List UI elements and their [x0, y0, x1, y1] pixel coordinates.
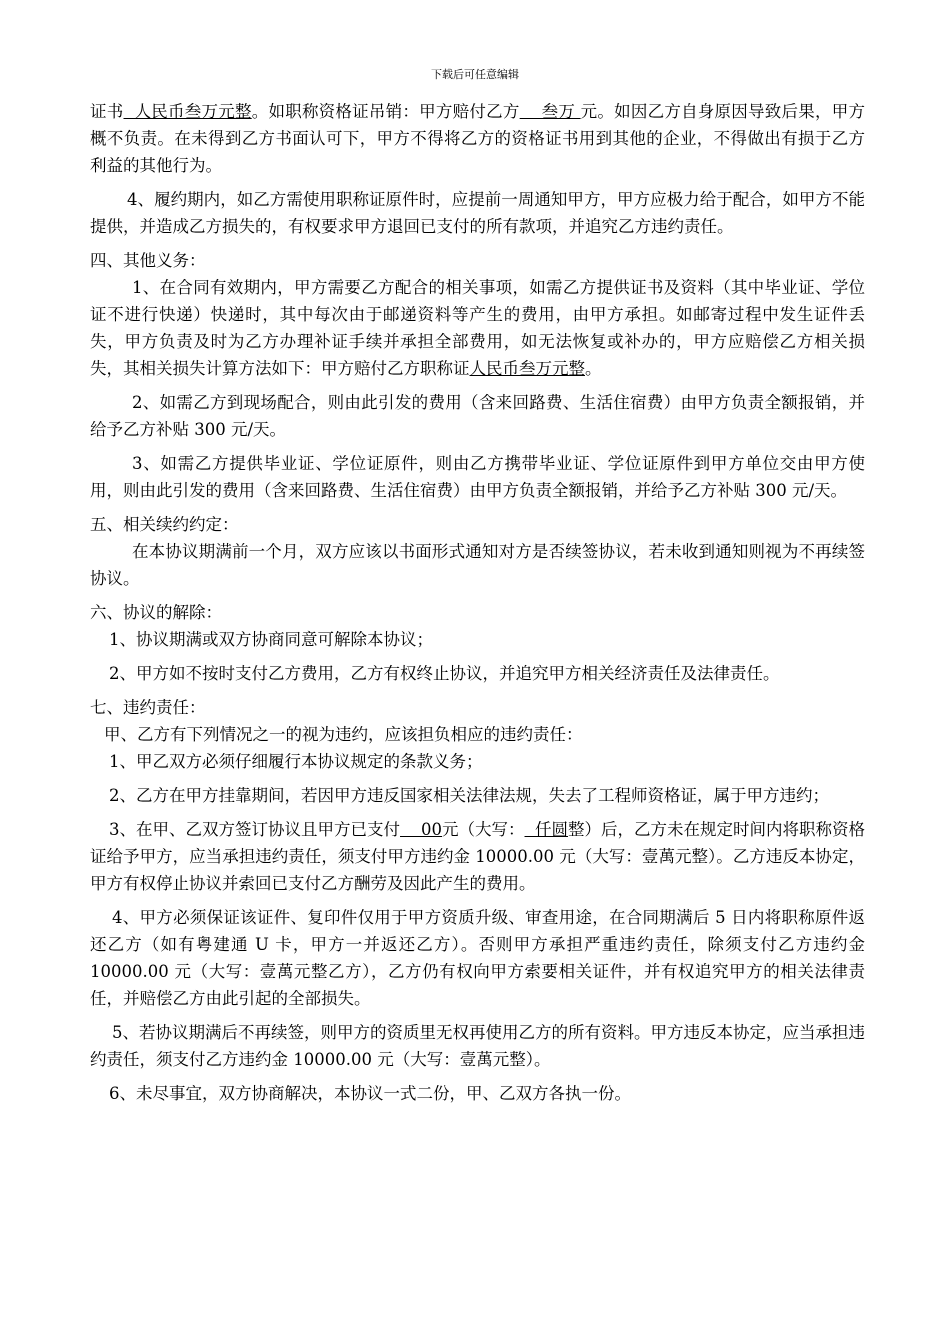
paragraph [90, 186, 865, 240]
paragraph-text: 1、协议期满或双方协商同意可解除本协议； [109, 630, 433, 649]
paragraph-text: 五、相关续约约定： [90, 515, 239, 534]
paragraph-text: 甲、乙方有下列情况之一的视为违约，应该担负相应的违约责任： [104, 725, 583, 744]
paragraph-text: 3、在甲、乙双方签订协议且甲方已支付 [109, 820, 401, 839]
paragraph-text: 3、如需乙方提供毕业证、学位证原件，则由乙方携带毕业证、学位证原件到甲方单位交由甲方使用，则由此引发的费用（含来回路费、生活住宿费）由甲方负责全额报销，并给予乙方补贴 300 元/天。 [90, 454, 865, 500]
paragraph [90, 274, 865, 382]
paragraph [90, 816, 865, 897]
paragraph-text: 元。如因乙方自身原因导致后果，甲方概不负责。在未得到乙方书面认可下，甲方不得将乙方的资格证书用到其他的企业，不得做出有损于乙方利益的其他行为。 [90, 102, 866, 175]
paragraph-text: 2、乙方在甲方挂靠期间，若因甲方违反国家相关法律法规，失去了工程师资格证，属于甲方违约； [109, 786, 829, 805]
paragraph-text: 4、履约期内，如乙方需使用职称证原件时，应提前一周通知甲方，甲方应极力给于配合，如甲方不能提供，并造成乙方损失的，有权要求甲方退回已支付的所有款项，并追究乙方违约责任。 [90, 190, 865, 236]
paragraph-text: 在本协议期满前一个月，双方应该以书面形式通知对方是否续签协议，若未收到通知则视为不再续签协议。 [90, 542, 865, 588]
paragraph [90, 904, 871, 1012]
paragraph [90, 538, 865, 592]
paragraph-text: 。如职称资格证吊销：甲方赔付乙方 [251, 102, 520, 121]
paragraph-text: 六、协议的解除： [90, 603, 222, 622]
document-body [90, 98, 871, 1107]
paragraph [90, 1019, 865, 1073]
paragraph-text: 元（大写： [442, 820, 525, 839]
paragraph-text: 2、甲方如不按时支付乙方费用，乙方有权终止协议，并追究甲方相关经济责任及法律责任。 [109, 664, 780, 683]
underlined-fill-text: 00 [400, 820, 442, 839]
paragraph [90, 721, 865, 748]
paragraph [90, 694, 865, 721]
paragraph [90, 1080, 865, 1107]
paragraph [90, 389, 865, 443]
paragraph [90, 511, 865, 538]
paragraph [90, 748, 865, 775]
paragraph [90, 450, 865, 504]
paragraph-text: 整）后，乙方未在规定时间内将职称资格证给予甲方，应当承担违约责任，须支付甲方违约金 10000.00 元（大写：壹萬元整）。乙方违反本协定，甲方有权停止协议并索回已支付乙方酬劳及因此产生的费用。 [90, 820, 866, 893]
underlined-fill-text: 人民币叁万元整 [469, 359, 585, 378]
paragraph-text: 6、未尽事宜，双方协商解决，本协议一式二份，甲、乙双方各执一份。 [109, 1084, 631, 1103]
paragraph-text: 七、违约责任： [90, 698, 206, 717]
underlined-fill-text: 叁万 [519, 102, 581, 121]
paragraph-text: 证书 [90, 102, 124, 121]
paragraph-text: 5、若协议期满后不再续签，则甲方的资质里无权再使用乙方的所有资料。甲方违反本协定，应当承担违约责任，须支付乙方违约金 10000.00 元（大写：壹萬元整）。 [90, 1023, 865, 1069]
paragraph [90, 626, 865, 653]
underlined-fill-text: 人民币叁万元整 [123, 102, 252, 121]
paragraph [90, 247, 865, 274]
paragraph [90, 782, 865, 809]
paragraph-text: 2、如需乙方到现场配合，则由此引发的费用（含来回路费、生活住宿费）由甲方负责全额报销，并给予乙方补贴 300 元/天。 [90, 393, 865, 439]
paragraph [90, 98, 865, 179]
paragraph-text: 1、甲乙双方必须仔细履行本协议规定的条款义务； [109, 752, 483, 771]
paragraph [90, 660, 865, 687]
paragraph-text: 1、在合同有效期内，甲方需要乙方配合的相关事项，如需乙方提供证书及资料（其中毕业证、学位证不进行快递）快递时，其中每次由于邮递资料等产生的费用，由甲方承担。如邮寄过程中发生证件丢失，甲方负责及时为乙方办理补证手续并承担全部费用，如无法恢复或补办的，甲方应赔偿乙方相关损失，其相关损失计算方法如下：甲方赔付乙方职称证 [90, 278, 865, 378]
paragraph-text: 四、其他义务： [90, 251, 206, 270]
underlined-fill-text: 仟圆 [524, 820, 569, 839]
paragraph-text: 。 [585, 359, 602, 378]
paragraph [90, 599, 865, 626]
paragraph-text: 4、甲方必须保证该证件、复印件仅用于甲方资质升级、审查用途，在合同期满后 5 日内将职称原件返还乙方（如有粤建通 U 卡，甲方一并返还乙方）。否则甲方承担严重违约责任，除须支付乙方违约金 10000.00 元（大写：壹萬元整乙方），乙方仍有权向甲方索要相关证件，并有权追究甲方的相关法律责任，并赔偿乙方由此引起的全部损失。 [90, 908, 871, 1008]
page-header: 下载后可任意编辑 [431, 68, 519, 81]
